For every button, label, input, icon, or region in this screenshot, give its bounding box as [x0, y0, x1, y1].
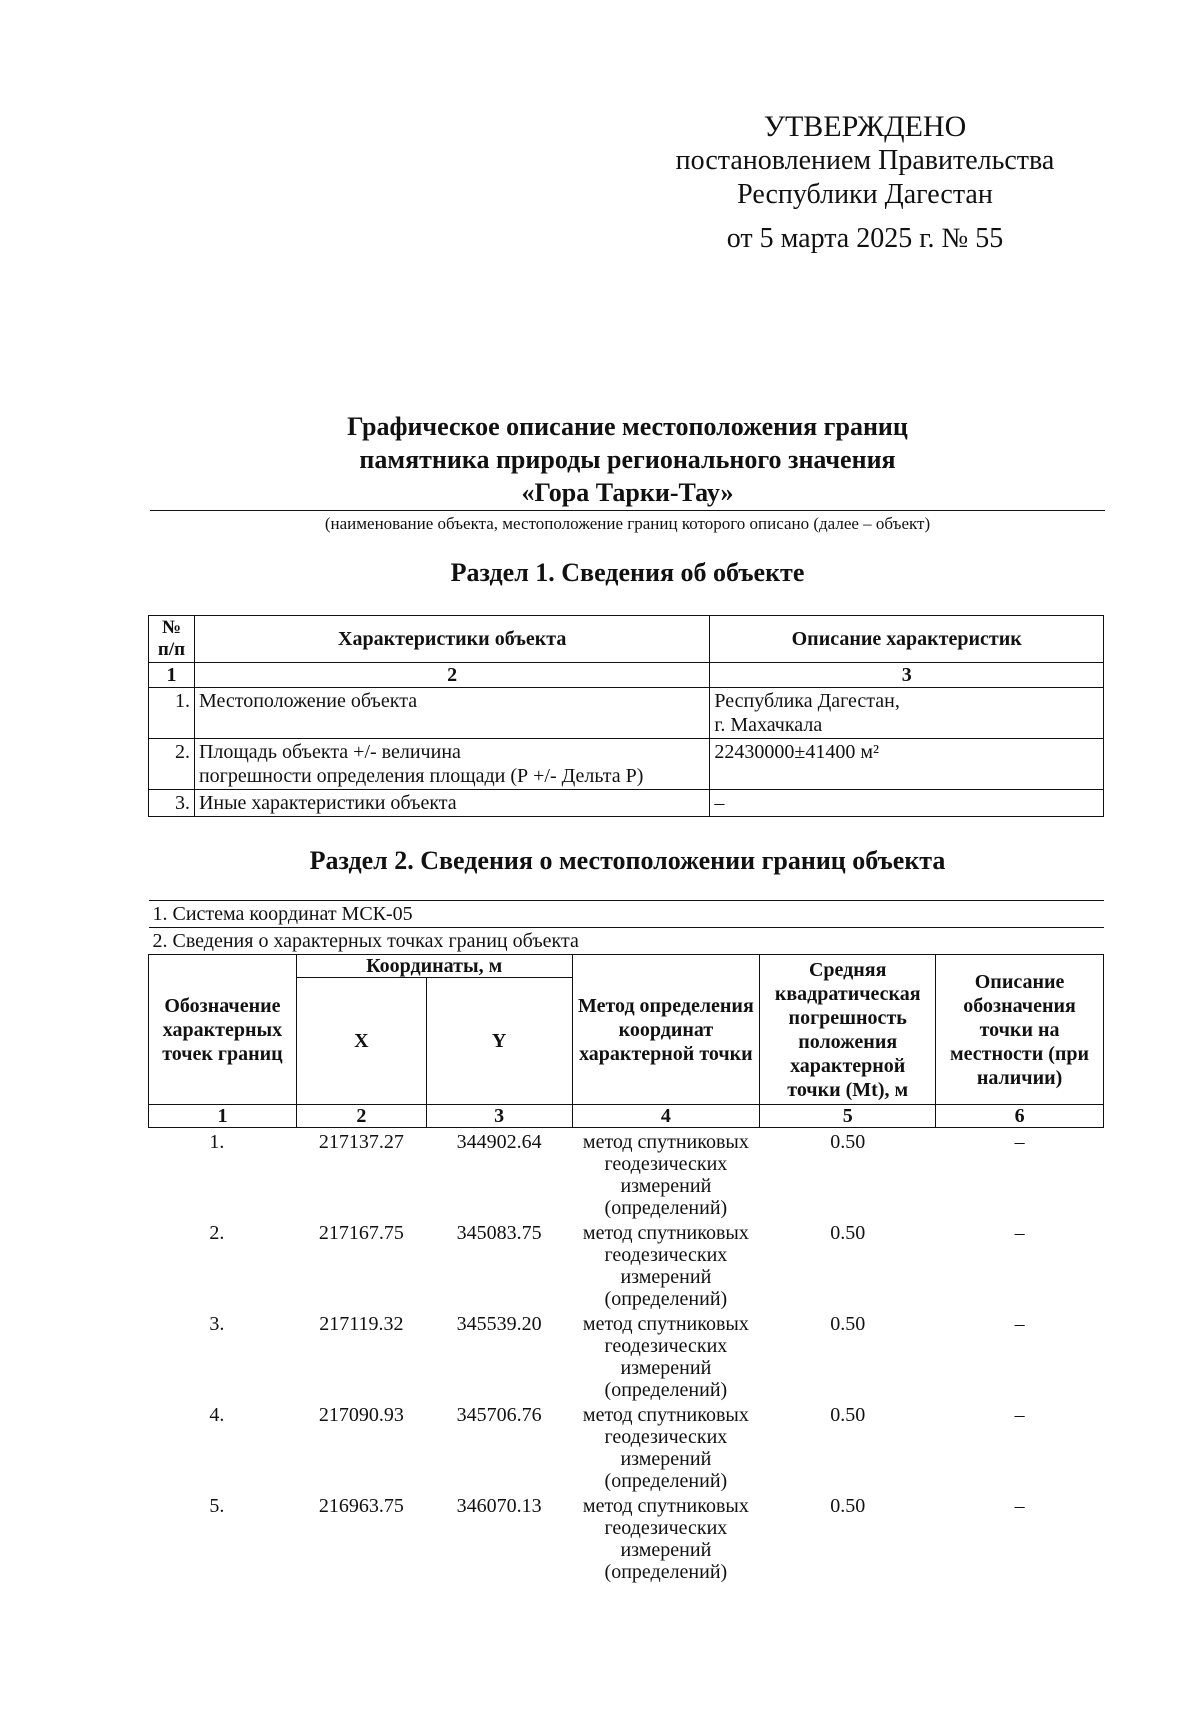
- point-description: –: [1014, 1131, 1025, 1153]
- boundary-points-table: [148, 900, 1104, 1583]
- header-point-description: Описание обозначения точки на местности (при наличии): [936, 955, 1104, 1105]
- point-method: метод спутниковых геодезических измерений (определений): [582, 1222, 749, 1310]
- colnum-3: 3: [426, 1105, 572, 1128]
- colnum-3: 3: [710, 663, 1104, 688]
- column-number-row: [149, 1105, 1104, 1128]
- description-line: г. Махачкала: [714, 714, 823, 736]
- header-x: X: [296, 978, 426, 1105]
- point-num: 5.: [209, 1495, 225, 1517]
- colnum-2: 2: [296, 1105, 426, 1128]
- coord-system: 1. Система координат МСК-05: [149, 901, 1104, 928]
- point-y: 344902.64: [456, 1131, 542, 1153]
- point-description: –: [1014, 1495, 1025, 1517]
- point-mt: 0.50: [830, 1404, 866, 1426]
- point-description: –: [1014, 1222, 1025, 1244]
- row-characteristic: [194, 790, 709, 817]
- table-header-row: [149, 616, 1104, 663]
- section1-title: Раздел 1. Сведения об объекте: [450, 558, 805, 587]
- point-method: метод спутниковых геодезических измерений (определений): [582, 1404, 749, 1492]
- point-num: 4.: [209, 1404, 225, 1426]
- column-number-row: [149, 663, 1104, 688]
- row-characteristic: [194, 688, 709, 739]
- title-line-3: «Гора Тарки-Тау»: [521, 478, 734, 507]
- row-num: 3.: [149, 790, 195, 817]
- point-x: 217137.27: [318, 1131, 404, 1153]
- colnum-1: 1: [149, 663, 195, 688]
- point-x: 217119.32: [319, 1313, 404, 1335]
- point-mt: 0.50: [830, 1131, 866, 1153]
- point-method: метод спутниковых геодезических измерений (определений): [582, 1495, 749, 1583]
- approval-title: УТВЕРЖДЕНО: [763, 110, 967, 143]
- header-designation: Обозначение характерных точек границ: [149, 955, 297, 1105]
- point-mt: 0.50: [830, 1222, 866, 1244]
- colnum-6: 6: [936, 1105, 1104, 1128]
- title-line-1: Графическое описание местоположения границ: [347, 412, 908, 441]
- point-description: –: [1014, 1404, 1025, 1426]
- header-characteristics: Характеристики объекта: [194, 616, 709, 663]
- point-y: 345539.20: [456, 1313, 542, 1335]
- table-row: [149, 1401, 1104, 1492]
- row-description: [710, 739, 1104, 790]
- point-method: метод спутниковых геодезических измерений (определений): [582, 1313, 749, 1401]
- table-header-row: [149, 955, 1104, 978]
- table-row: [149, 688, 1104, 739]
- characteristic-line: погрешности определения площади (Р +/- Дельта Р): [198, 765, 644, 787]
- characteristic-line: Местоположение объекта: [198, 690, 418, 712]
- row-num: 2.: [149, 739, 195, 790]
- point-y: 345706.76: [456, 1404, 542, 1426]
- table-row: [149, 1310, 1104, 1401]
- description-line: –: [714, 792, 725, 814]
- title-line-2: памятника природы регионального значения: [359, 445, 896, 474]
- table-row: [149, 1492, 1104, 1583]
- approval-date: от 5 марта 2025 г. № 55: [726, 223, 1004, 254]
- point-x: 217090.93: [318, 1404, 404, 1426]
- row-description: [710, 688, 1104, 739]
- colnum-1: 1: [149, 1105, 297, 1128]
- approval-stamp: [640, 110, 1090, 256]
- table-row: [149, 739, 1104, 790]
- title-underline: [150, 510, 1105, 511]
- colnum-5: 5: [760, 1105, 936, 1128]
- description-line: 22430000±41400 м²: [714, 741, 880, 763]
- colnum-4: 4: [572, 1105, 760, 1128]
- points-caption-row: [149, 928, 1104, 955]
- characteristic-line: Площадь объекта +/- величина: [198, 741, 461, 763]
- description-line: Республика Дагестан,: [714, 690, 900, 712]
- row-description: [710, 790, 1104, 817]
- row-characteristic: [194, 739, 709, 790]
- point-method: метод спутниковых геодезических измерений (определений): [582, 1131, 749, 1219]
- coord-system-row: [149, 901, 1104, 928]
- characteristic-line: Иные характеристики объекта: [198, 792, 457, 814]
- point-num: 2.: [209, 1222, 225, 1244]
- point-x: 216963.75: [318, 1495, 404, 1517]
- row-num: 1.: [149, 688, 195, 739]
- section2-title: Раздел 2. Сведения о местоположении границ объекта: [309, 846, 946, 875]
- header-description: Описание характеристик: [710, 616, 1104, 663]
- point-mt: 0.50: [830, 1495, 866, 1517]
- point-mt: 0.50: [830, 1313, 866, 1335]
- point-num: 1.: [209, 1131, 225, 1153]
- table-row: [149, 1128, 1104, 1220]
- point-num: 3.: [209, 1313, 225, 1335]
- points-caption: 2. Сведения о характерных точках границ объекта: [149, 928, 1104, 955]
- colnum-2: 2: [194, 663, 709, 688]
- object-info-table: [148, 615, 1104, 817]
- header-method: Метод определения координат характерной точки: [572, 955, 760, 1105]
- point-x: 217167.75: [318, 1222, 404, 1244]
- object-caption: (наименование объекта, местоположение границ которого описано (далее – объект): [324, 514, 931, 533]
- header-y: Y: [426, 978, 572, 1105]
- point-description: –: [1014, 1313, 1025, 1335]
- table-row: [149, 1219, 1104, 1310]
- table-row: [149, 790, 1104, 817]
- point-y: 345083.75: [456, 1222, 542, 1244]
- document-title: [150, 410, 1105, 509]
- header-error: Средняя квадратическая погрешность положения характерной точки (Mt), м: [760, 955, 936, 1105]
- header-coords: Координаты, м: [296, 955, 572, 978]
- point-y: 346070.13: [456, 1495, 542, 1517]
- header-num: № п/п: [149, 616, 195, 663]
- approval-line1: постановлением Правительства: [675, 145, 1055, 176]
- approval-line2: Республики Дагестан: [737, 179, 993, 210]
